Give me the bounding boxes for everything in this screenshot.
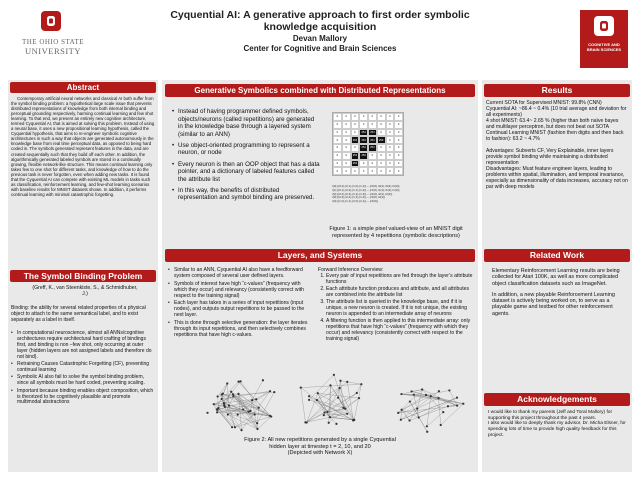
graph-edge [357, 384, 362, 393]
graph-edge [340, 381, 343, 408]
graph-node [237, 414, 239, 416]
results-line: 4 shot MNIST: 63.4~ 2.65 % (higher than both naïve bayes and multilayer perceptron, but does not beat out SOTA [486, 118, 619, 130]
figure2-caption [170, 437, 470, 457]
graph-node [213, 403, 215, 405]
graph-edge [307, 393, 318, 422]
graph-node [270, 415, 272, 417]
grid-cell: 0 [333, 113, 342, 121]
graph-node [400, 393, 402, 395]
graph-edge [214, 404, 217, 412]
university-line1: THE OHIO STATE [21, 38, 85, 46]
graph-node [421, 388, 423, 390]
graph-node [228, 404, 230, 406]
grid-cell: 0 [333, 136, 342, 144]
mnist-pixel-grid [332, 112, 404, 176]
graph-edge [439, 398, 458, 405]
graph-node [430, 395, 432, 397]
graph-edge [419, 398, 457, 418]
grid-cell: 254 [359, 129, 368, 137]
grid-cell: 254 [359, 136, 368, 144]
graph-node [426, 431, 428, 433]
graph-node [251, 399, 253, 401]
list-item: • In computational neuroscience, almost all ANNs/cognitive architectures require architectural hard crafting of bindings first, and binding is non –few shot, only occurring at outer layer (hidden layers are not assigned labels and therefore do not bind). [11, 331, 155, 361]
graph-node [231, 426, 233, 428]
grid-cell: 0 [386, 136, 395, 144]
grid-cell: 0 [377, 121, 386, 129]
graph-node [358, 397, 360, 399]
graph-node [329, 416, 331, 418]
cbs-logo-text: COGNITIVE AND BRAIN SCIENCES [586, 42, 622, 52]
related-paragraph: In addition, a new playable Reinforcement Learning dataset is actively being worked on, to serve as a playable game and testbed for other reinforcement agents. [492, 291, 615, 317]
grid-cell: 0 [342, 113, 351, 121]
graph-edge [410, 406, 448, 420]
figure2-caption-line: (Depicted with Network X) [287, 450, 353, 457]
grid-cell: 0 [386, 113, 395, 121]
grid-cell: 0 [377, 129, 386, 137]
list-item: • Every neuron is then an OOP object that has a data pointer, and a dictionary of labeled features called the attribute list [172, 161, 320, 184]
graph-node [256, 428, 258, 430]
list-item: • In this way, the benefits of distributed representation and symbol binding are preserved. [172, 187, 320, 202]
graph-edge [402, 396, 431, 410]
cbs-logo [580, 10, 628, 68]
graph-node [416, 407, 418, 409]
grid-cell: 0 [351, 144, 360, 152]
grid-cell: 0 [359, 160, 368, 168]
graph-node [418, 416, 420, 418]
graph-node [217, 407, 219, 409]
grid-cell: 0 [386, 167, 395, 175]
grid-cell: 0 [359, 121, 368, 129]
grid-cell: 0 [368, 160, 377, 168]
grid-cell: 253 [377, 136, 386, 144]
grid-cell: 0 [342, 136, 351, 144]
grid-cell: 0 [377, 152, 386, 160]
graph-edge [217, 410, 232, 427]
graph-node [273, 391, 275, 393]
graph-node [217, 395, 219, 397]
list-item: 1. Every pair of input repetitions are fed through the layer’s attribute functions [326, 273, 474, 285]
grid-cell: 0 [377, 167, 386, 175]
author-name: Devan Mallory [292, 34, 348, 43]
graph-node [326, 411, 328, 413]
graph-node [308, 399, 310, 401]
graph-edge [417, 398, 438, 408]
grid-cell: 0 [342, 167, 351, 175]
grid-cell: 253 [359, 152, 368, 160]
grid-cell: 0 [351, 113, 360, 121]
graph-edge [301, 388, 306, 423]
results-line: Disadvantages: Must feature engineer layers, leading to problems within spatial, illumination, and temporal invariance, especially as dimensionality of data increases, accuracy not on par with deep models [486, 166, 628, 190]
list-item: 2. Each attribute function produces and attribute, and all attributes are combined into the attribute list [326, 286, 474, 298]
grid-cell: 0 [368, 167, 377, 175]
graph-node [232, 393, 234, 395]
results-text [486, 100, 628, 190]
graph-node [408, 419, 410, 421]
graph-node [448, 389, 450, 391]
graph-node [410, 390, 412, 392]
grid-cell: 0 [359, 167, 368, 175]
grid-cell: 0 [386, 152, 395, 160]
grid-cell: 254 [368, 144, 377, 152]
list-item: 3. The attribute list is queried in the knowledge base, and if it is unique, a new neuron is created. If it is not unique, the existing neuron is appended to an intermediate array of neurons [326, 299, 474, 317]
grid-cell: 0 [377, 160, 386, 168]
graph-node [248, 410, 250, 412]
generative-list [172, 108, 320, 206]
grid-cell: 0 [377, 113, 386, 121]
graph-node [240, 429, 242, 431]
results-line: Continual Learning MNIST (fashion then digits and then back to fashion): 63.2 ~ 4.7% [486, 130, 624, 142]
grid-cell: 0 [342, 121, 351, 129]
graph-node [237, 381, 239, 383]
figure2-caption-line: Figure 2: All new repetitions generated by a single Cyquential [244, 437, 396, 443]
grid-cell: 0 [333, 167, 342, 175]
grid-cell: 0 [368, 121, 377, 129]
grid-cell: 0 [342, 144, 351, 152]
graph-node [409, 400, 411, 402]
grid-cell: 0 [394, 113, 403, 121]
graph-edge [309, 396, 336, 424]
grid-cell: 0 [394, 136, 403, 144]
results-line: Current SOTA for Supervised MNIST: 99.8% (CNN) [486, 100, 602, 106]
symbol-binding-intro: Binding: the ability for several related properties of a physical object to attach to the same semantical label, and to exist separately as a label in itself. [11, 305, 146, 323]
grid-cell: 0 [351, 129, 360, 137]
graph-node [300, 387, 302, 389]
acknowledgements-paragraph: I also would like to deeply thank my advisor, Dr. Micha Elsner, for spending lots of time to provide high quality feedback for this project. [488, 421, 626, 438]
generative-heading: Generative Symbolics combined with Distributed Representations [165, 84, 475, 97]
graph-node [255, 398, 257, 400]
related-paragraph: Elementary Reinforcement Learning results are being collected for Atari 100K, as well as more complicated object classification datasets such as ImageNet. [492, 268, 620, 287]
grid-cell: 254 [368, 129, 377, 137]
graph-node [316, 399, 318, 401]
abstract-text: Contemporary artificial neural networks and classical AI both suffer from the symbol binding problem: a hypothetical large scale issue that prevents distributed representations of knowledge from both internal binding and perceptual grounding respectively, harming continual learning and few shot learning. To that end, we present an entirely new cognitive architecture, termed Cyquential AI, that is aimed at solving this problem. Instead of using a neural base, it uses a new propositional learning hypothesis, called the Cyquential hypothesis, that aims to re-engineer symbolic cognitive architectures in such a way that objects are generated autonomously in the knowledge base from real time perceptual data, as opposed to being hard coded in. The symbols generated represent features in the data, and are created sequentially such that they build off each other. In addition, the algorithmically generated labeled symbols are stored in a continually growing, flexible network-like structure. This means continual learning only takes few to one shot for different tasks, and knowledge of how to do the previous task is never forgotten, even when adding new tasks. It is found that the Cyquential AI can compete with existing ML models in tasks such as classification, reinforcement learning, and few-shot learning scenarios with baseline results for MNIST datasets shown. In addition, it performs continual learning with minimal catastrophic forgetting. [11, 96, 155, 197]
graph-node [227, 413, 229, 415]
list-item: • This is done through selective generation: the layer iterates through its input repetitions, and then selectively combines repetitions that have high c-values. [168, 320, 314, 338]
graph-node [308, 395, 310, 397]
graph-node [323, 411, 325, 413]
graph-node [335, 423, 337, 425]
graph-node [242, 408, 244, 410]
acknowledgements-text [488, 410, 628, 439]
graph-edge [439, 398, 441, 425]
graph-edge [401, 391, 439, 419]
graph-edge [427, 396, 431, 426]
graph-node [346, 413, 348, 415]
list-item: • Retraining Causes Catastrophic Forgetting (CF), preventing continual learning [11, 362, 155, 374]
graph-node [339, 380, 341, 382]
graph-node [462, 403, 464, 405]
graph-node [456, 397, 458, 399]
affiliation: Center for Cognitive and Brain Sciences [243, 44, 397, 53]
graph-edge [227, 383, 229, 405]
graph-node [413, 394, 415, 396]
graph-node [223, 404, 225, 406]
graph-node [232, 395, 234, 397]
graph-node [344, 408, 346, 410]
list-item: 4. A filtering function is then applied to this intermediate array: only repetitions that have high “c-values” (frequency with which they occur) and relevancy (consistently correct with respect to the training signal) [326, 318, 474, 342]
graph-node [400, 419, 402, 421]
university-line2: UNIVERSITY [25, 46, 81, 56]
graph-node [216, 411, 218, 413]
grid-cell: 0 [333, 129, 342, 137]
graph-edge [334, 375, 345, 409]
graph-node [437, 397, 439, 399]
graph-node [239, 380, 241, 382]
graph-node [221, 398, 223, 400]
graph-node [234, 426, 236, 428]
osu-logo [18, 8, 88, 68]
list-item: • Similar to an ANN, Cyquential AI also have a feedforward system composed of several user defined layers. [168, 267, 314, 279]
graph-node [333, 374, 335, 376]
graph-node [237, 393, 239, 395]
grid-cell: 0 [342, 160, 351, 168]
graph-node [447, 405, 449, 407]
list-item: • Symbolic AI also fail to solve the symbol binding problem, since all symbols must be hard coded, preventing scaling. [11, 375, 155, 387]
grid-caption-line: r[1] {(0,1),(0,2),(1,1),(1,2)} – {r1(0),r1(1),r1(2),r1(3)} [332, 187, 400, 192]
grid-cell: 254 [351, 152, 360, 160]
symbol-binding-heading: The Symbol Binding Problem [10, 270, 156, 282]
grid-cell: 253 [351, 160, 360, 168]
graph-node [329, 384, 331, 386]
grid-cell: 0 [333, 152, 342, 160]
graph-node [230, 391, 232, 393]
acknowledgements-heading: Acknowledgements [484, 393, 630, 406]
grid-cell: 0 [394, 121, 403, 129]
grid-cell: 0 [377, 144, 386, 152]
grid-cell: 0 [351, 121, 360, 129]
graph-edge [441, 404, 464, 425]
grid-cell: 0 [368, 152, 377, 160]
graph-node [223, 402, 225, 404]
layers-heading: Layers, and Systems [165, 249, 475, 262]
grid-cell: 0 [333, 144, 342, 152]
grid-cell: 254 [351, 136, 360, 144]
grid-cell: 0 [386, 129, 395, 137]
graph-node [254, 413, 256, 415]
graph-node [456, 405, 458, 407]
grid-cell: 0 [394, 144, 403, 152]
block-o-icon [592, 14, 616, 38]
grid-caption-line: r[3] {(0,3),(0,4),(1,3),(1,4)} – {r3(0),r3(1)} [332, 195, 386, 200]
graph-edge [239, 382, 272, 417]
grid-cell: 0 [351, 167, 360, 175]
forward-heading: Forward Inference Overview: [318, 267, 384, 273]
grid-cell: 0 [333, 160, 342, 168]
results-line: Cyquential AI: ~86.4 ~ 0.4% (10 trial average and deviation for all experiments) [486, 106, 627, 118]
graph-node [317, 392, 319, 394]
grid-cell: 0 [394, 160, 403, 168]
grid-cell: 254 [359, 144, 368, 152]
grid-cell: 254 [368, 136, 377, 144]
grid-cell: 0 [386, 160, 395, 168]
list-item: • Symbols of interest have high “c-values” (frequency with which they occur) and relevancy (consistently correct with respect to the training signal) [168, 281, 314, 299]
graph-edge [317, 385, 331, 400]
figure2-caption-line: hidden layer at timestep t = 2, 10, and 20 [269, 443, 371, 450]
graph-node [346, 381, 348, 383]
list-item: • Instead of having programmer defined symbols, objects/neurons (called repetitions) are generated in the knowledge base through a layered system (similar to an ANN) [172, 108, 320, 138]
symbol-binding-citation: (Greff, K., van Steenkiste, S., & Schmidhuber, J.) [32, 285, 138, 298]
graph-node [262, 379, 264, 381]
graph-node [306, 421, 308, 423]
grid-cell: 0 [394, 167, 403, 175]
grid-cell: 0 [386, 144, 395, 152]
related-heading: Related Work [484, 249, 630, 262]
grid-cell: 0 [368, 113, 377, 121]
graph-node [352, 419, 354, 421]
grid-cell: 0 [342, 152, 351, 160]
graph-node [339, 387, 341, 389]
graph-node [206, 412, 208, 414]
graph-node [222, 392, 224, 394]
results-line: Advantages: Subverts CF, Very Explainable, inner layers provide symbol binding while maintaining a distributed representation [486, 148, 614, 166]
graph-node [258, 407, 260, 409]
graph-node [342, 407, 344, 409]
results-heading: Results [484, 84, 630, 97]
graph-node [397, 412, 399, 414]
grid-caption [332, 185, 472, 204]
grid-caption-line: r[0] {(0,0),(0,1),(1,0),(1,1)} – {r0(0),r0(1),r0(2),r0(3)} [332, 184, 400, 188]
grid-cell: 0 [394, 152, 403, 160]
graph-node [440, 424, 442, 426]
related-text [492, 268, 626, 317]
graph-edge [340, 381, 361, 384]
list-item: • Important because binding enables object composition, which is theorized to be cognitively plausible and promote multimodal abstractions [11, 389, 155, 407]
graph-node [426, 425, 428, 427]
graph-node [256, 422, 258, 424]
grid-caption-line: r[2] {(0,2),(0,3),(1,2),(1,3)} – {r2(0),r2(1),r2(2)} [332, 191, 393, 196]
grid-caption-line: r[4] {(1,0),(1,1),(2,0),(2,1)} – {r4(0)} [332, 199, 379, 204]
graph-node [328, 422, 330, 424]
graph-node [360, 383, 362, 385]
grid-cell: 0 [394, 129, 403, 137]
graph-node [337, 397, 339, 399]
forward-steps [318, 273, 474, 343]
grid-cell: 0 [342, 129, 351, 137]
poster-title: Cyquential AI: A generative approach to first order symbolic knowledge acquisition [170, 9, 470, 33]
list-item: • Use object-oriented programming to represent a neuron, or node [172, 142, 320, 157]
abstract-heading: Abstract [10, 82, 156, 93]
grid-cell: 0 [386, 121, 395, 129]
grid-cell: 0 [333, 121, 342, 129]
graph-node [442, 411, 444, 413]
list-item: • Each layer has takes in a series of input repetitions (input nodes), and outputs output repetitions to be passed to the next layer. [168, 300, 314, 318]
graph-node [425, 394, 427, 396]
layers-list [168, 267, 314, 339]
graph-node [438, 390, 440, 392]
graph-node [226, 382, 228, 384]
network-graphs [196, 372, 468, 434]
figure1-caption: Figure 1: a simple pixel valued-view of an MNIST digit represented by 4 repetitions (symbolic descriptions) [329, 226, 463, 239]
graph-node [356, 392, 358, 394]
graph-edge [222, 395, 235, 428]
symbol-binding-list [11, 331, 155, 408]
graph-node [269, 390, 271, 392]
graph-edge [354, 384, 361, 420]
graph-edge [301, 388, 317, 400]
acknowledgements-paragraph: I would like to thank my parents (Jeff and Toral Mallory) for supporting this project throughout the past 4 years. [488, 410, 613, 421]
grid-cell: 0 [359, 113, 368, 121]
block-o-icon [40, 10, 62, 32]
graph-node [323, 414, 325, 416]
graph-node [401, 409, 403, 411]
